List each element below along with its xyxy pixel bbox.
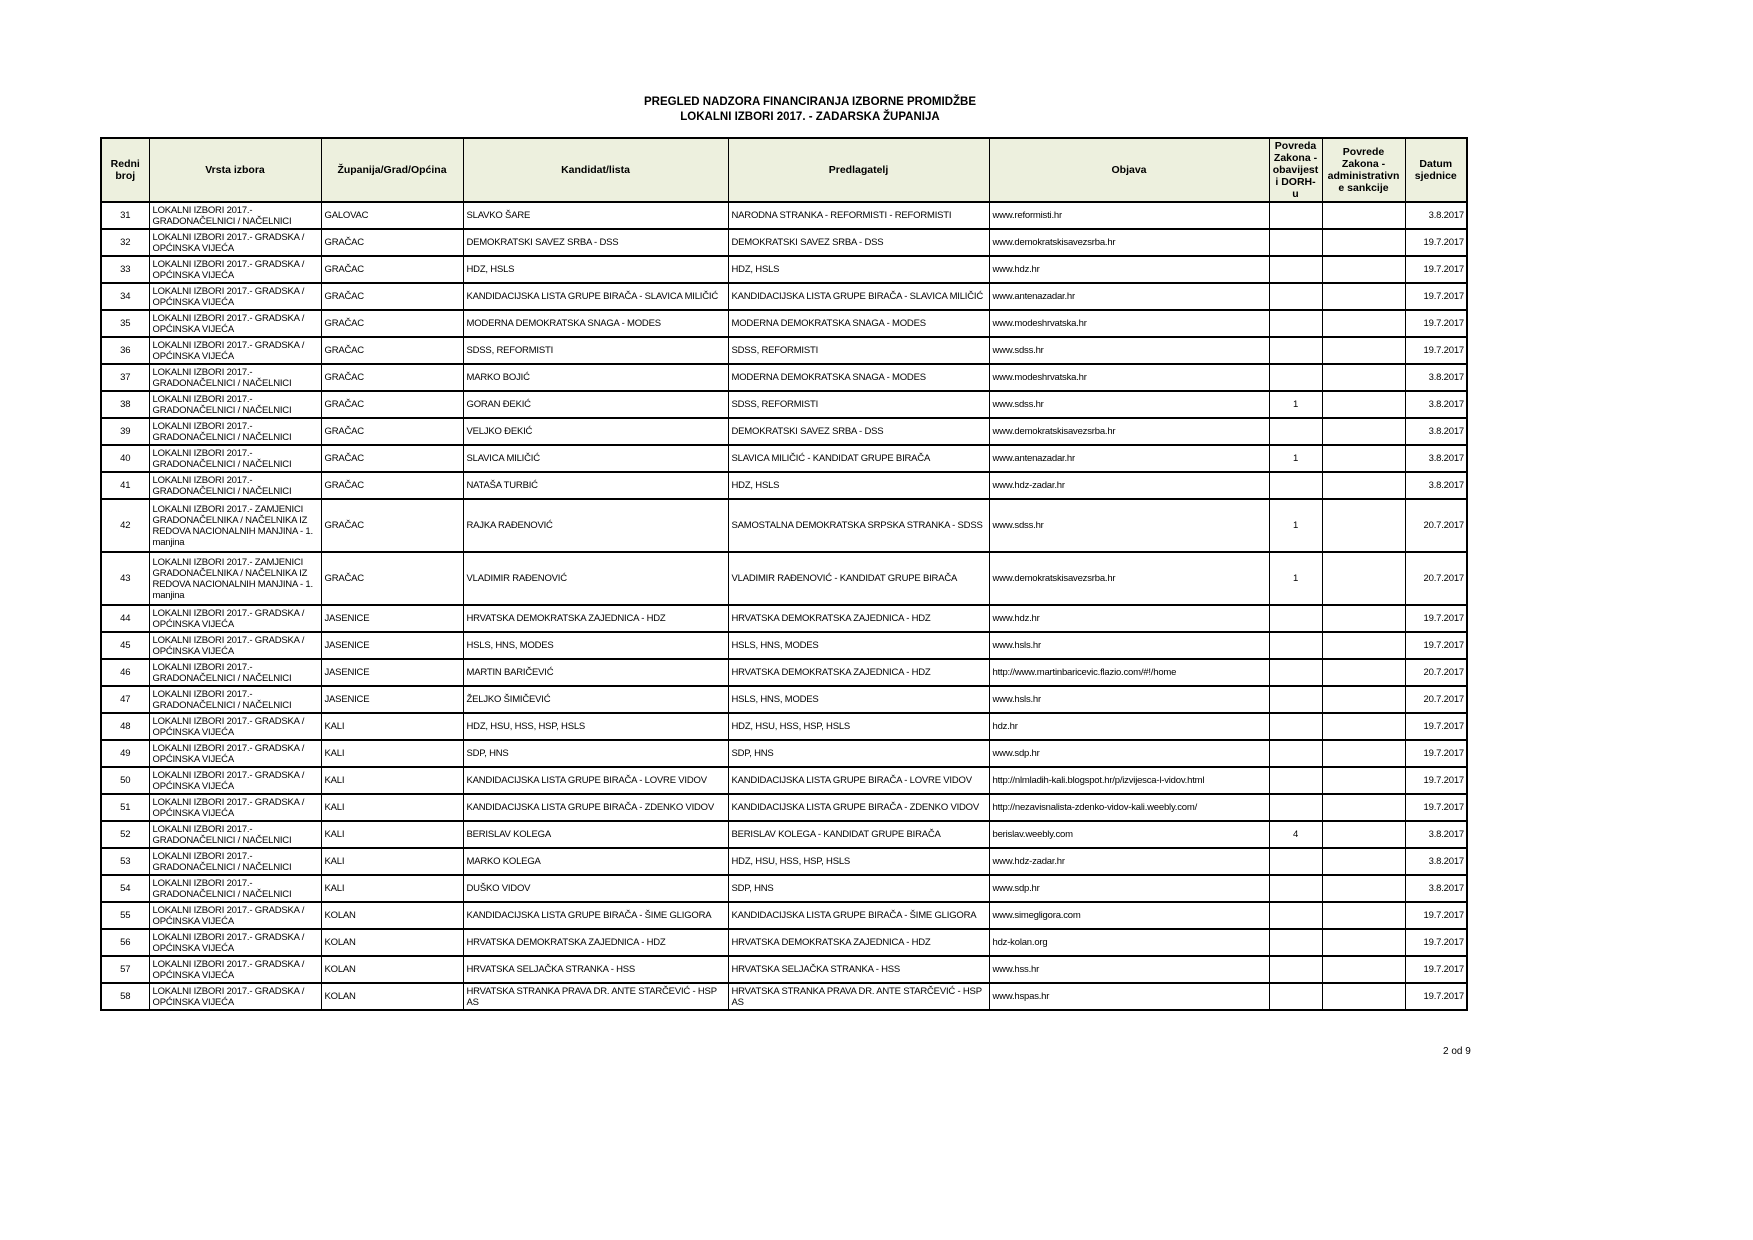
cell-zupanija: GRAČAC (321, 256, 463, 283)
table-row (101, 202, 1467, 229)
cell-objava: www.sdp.hr (989, 740, 1269, 767)
cell-vrsta: LOKALNI IZBORI 2017.- GRADSKA / OPĆINSKA VIJEĆA (149, 902, 321, 929)
table-row (101, 310, 1467, 337)
document-title (0, 95, 1620, 125)
column-header-kandidat: Kandidat/lista (463, 138, 728, 202)
cell-vrsta: LOKALNI IZBORI 2017.- GRADSKA / OPĆINSKA VIJEĆA (149, 310, 321, 337)
table-row (101, 337, 1467, 364)
cell-kandidat: MARTIN BARIČEVIĆ (463, 659, 728, 686)
cell-zupanija: JASENICE (321, 632, 463, 659)
column-header-vrsta: Vrsta izbora (149, 138, 321, 202)
cell-kandidat: ŽELJKO ŠIMIČEVIĆ (463, 686, 728, 713)
table-row (101, 659, 1467, 686)
cell-objava: www.sdss.hr (989, 391, 1269, 418)
table-header-row (101, 138, 1467, 202)
table-row (101, 499, 1467, 552)
cell-dorh: 1 (1269, 499, 1322, 552)
cell-vrsta: LOKALNI IZBORI 2017.- GRADSKA / OPĆINSKA VIJEĆA (149, 605, 321, 632)
cell-zupanija: KALI (321, 794, 463, 821)
cell-dorh (1269, 632, 1322, 659)
cell-objava: www.hdz-zadar.hr (989, 848, 1269, 875)
cell-kandidat: HDZ, HSU, HSS, HSP, HSLS (463, 713, 728, 740)
cell-predlagatelj: BERISLAV KOLEGA - KANDIDAT GRUPE BIRAČA (728, 821, 989, 848)
cell-sankcije (1322, 767, 1405, 794)
cell-vrsta: LOKALNI IZBORI 2017.- GRADSKA / OPĆINSKA VIJEĆA (149, 794, 321, 821)
cell-predlagatelj: DEMOKRATSKI SAVEZ SRBA - DSS (728, 229, 989, 256)
document-title-line2: LOKALNI IZBORI 2017. - ZADARSKA ŽUPANIJA (680, 111, 940, 123)
cell-dorh (1269, 364, 1322, 391)
page-number: 2 od 9 (1443, 1046, 1471, 1057)
cell-redni: 36 (101, 337, 149, 364)
cell-sankcije (1322, 740, 1405, 767)
cell-dorh (1269, 229, 1322, 256)
cell-predlagatelj: SDSS, REFORMISTI (728, 391, 989, 418)
cell-predlagatelj: HRVATSKA DEMOKRATSKA ZAJEDNICA - HDZ (728, 929, 989, 956)
cell-redni: 45 (101, 632, 149, 659)
cell-redni: 40 (101, 445, 149, 472)
cell-sankcije (1322, 956, 1405, 983)
cell-zupanija: GRAČAC (321, 418, 463, 445)
cell-sankcije (1322, 794, 1405, 821)
cell-vrsta: LOKALNI IZBORI 2017.- GRADONAČELNICI / NAČELNICI (149, 821, 321, 848)
cell-datum: 3.8.2017 (1405, 202, 1467, 229)
cell-predlagatelj: SDSS, REFORMISTI (728, 337, 989, 364)
cell-predlagatelj: MODERNA DEMOKRATSKA SNAGA - MODES (728, 364, 989, 391)
cell-vrsta: LOKALNI IZBORI 2017.- GRADSKA / OPĆINSKA VIJEĆA (149, 283, 321, 310)
column-header-zupanija: Županija/Grad/Općina (321, 138, 463, 202)
cell-predlagatelj: SDP, HNS (728, 740, 989, 767)
cell-datum: 19.7.2017 (1405, 983, 1467, 1010)
cell-sankcije (1322, 983, 1405, 1010)
cell-redni: 52 (101, 821, 149, 848)
cell-redni: 50 (101, 767, 149, 794)
column-header-predlagatelj: Predlagatelj (728, 138, 989, 202)
cell-objava: http://nezavisnalista-zdenko-vidov-kali.weebly.com/ (989, 794, 1269, 821)
cell-zupanija: KALI (321, 848, 463, 875)
cell-predlagatelj: HDZ, HSLS (728, 472, 989, 499)
cell-datum: 3.8.2017 (1405, 472, 1467, 499)
cell-redni: 37 (101, 364, 149, 391)
column-header-sankcije: Povrede Zakona - administrativne sankcije (1322, 138, 1405, 202)
cell-dorh: 1 (1269, 552, 1322, 605)
cell-kandidat: DUŠKO VIDOV (463, 875, 728, 902)
cell-datum: 19.7.2017 (1405, 956, 1467, 983)
cell-predlagatelj: KANDIDACIJSKA LISTA GRUPE BIRAČA - LOVRE VIDOV (728, 767, 989, 794)
cell-sankcije (1322, 310, 1405, 337)
cell-zupanija: GRAČAC (321, 391, 463, 418)
cell-vrsta: LOKALNI IZBORI 2017.- GRADSKA / OPĆINSKA VIJEĆA (149, 740, 321, 767)
cell-sankcije (1322, 605, 1405, 632)
cell-vrsta: LOKALNI IZBORI 2017.- GRADSKA / OPĆINSKA VIJEĆA (149, 767, 321, 794)
cell-objava: www.modeshrvatska.hr (989, 310, 1269, 337)
cell-dorh (1269, 956, 1322, 983)
cell-zupanija: GRAČAC (321, 337, 463, 364)
cell-objava: www.antenazadar.hr (989, 283, 1269, 310)
cell-datum: 19.7.2017 (1405, 632, 1467, 659)
cell-datum: 19.7.2017 (1405, 713, 1467, 740)
cell-datum: 20.7.2017 (1405, 659, 1467, 686)
cell-dorh (1269, 740, 1322, 767)
cell-datum: 3.8.2017 (1405, 875, 1467, 902)
cell-objava: www.hsls.hr (989, 686, 1269, 713)
cell-redni: 39 (101, 418, 149, 445)
table-row (101, 418, 1467, 445)
oversight-table (100, 137, 1468, 1011)
table-row (101, 283, 1467, 310)
cell-objava: www.modeshrvatska.hr (989, 364, 1269, 391)
cell-datum: 19.7.2017 (1405, 256, 1467, 283)
cell-dorh (1269, 767, 1322, 794)
cell-objava: www.demokratskisavezsrba.hr (989, 552, 1269, 605)
cell-redni: 43 (101, 552, 149, 605)
cell-predlagatelj: HDZ, HSLS (728, 256, 989, 283)
column-header-objava: Objava (989, 138, 1269, 202)
cell-kandidat: MARKO KOLEGA (463, 848, 728, 875)
cell-zupanija: KOLAN (321, 929, 463, 956)
cell-dorh (1269, 418, 1322, 445)
cell-predlagatelj: KANDIDACIJSKA LISTA GRUPE BIRAČA - ŠIME GLIGORA (728, 902, 989, 929)
cell-zupanija: KALI (321, 767, 463, 794)
table-row (101, 229, 1467, 256)
cell-dorh: 1 (1269, 445, 1322, 472)
table-row (101, 686, 1467, 713)
cell-objava: www.hdz.hr (989, 256, 1269, 283)
cell-vrsta: LOKALNI IZBORI 2017.- GRADONAČELNICI / NAČELNICI (149, 659, 321, 686)
cell-kandidat: HDZ, HSLS (463, 256, 728, 283)
cell-redni: 49 (101, 740, 149, 767)
cell-dorh (1269, 848, 1322, 875)
cell-dorh (1269, 283, 1322, 310)
table-row (101, 391, 1467, 418)
cell-kandidat: SDP, HNS (463, 740, 728, 767)
table-row (101, 794, 1467, 821)
cell-objava: hdz.hr (989, 713, 1269, 740)
cell-redni: 47 (101, 686, 149, 713)
table-row (101, 256, 1467, 283)
cell-kandidat: RAJKA RAĐENOVIĆ (463, 499, 728, 552)
cell-predlagatelj: HRVATSKA SELJAČKA STRANKA - HSS (728, 956, 989, 983)
cell-dorh (1269, 902, 1322, 929)
cell-sankcije (1322, 418, 1405, 445)
cell-datum: 3.8.2017 (1405, 418, 1467, 445)
document-title-line1: PREGLED NADZORA FINANCIRANJA IZBORNE PROMIDŽBE (643, 96, 976, 108)
cell-datum: 3.8.2017 (1405, 848, 1467, 875)
cell-predlagatelj: HSLS, HNS, MODES (728, 686, 989, 713)
cell-redni: 42 (101, 499, 149, 552)
cell-objava: berislav.weebly.com (989, 821, 1269, 848)
cell-dorh (1269, 202, 1322, 229)
cell-sankcije (1322, 499, 1405, 552)
cell-vrsta: LOKALNI IZBORI 2017.- GRADSKA / OPĆINSKA VIJEĆA (149, 229, 321, 256)
table-row (101, 929, 1467, 956)
cell-zupanija: GRAČAC (321, 552, 463, 605)
cell-redni: 35 (101, 310, 149, 337)
cell-dorh (1269, 875, 1322, 902)
cell-datum: 20.7.2017 (1405, 686, 1467, 713)
cell-objava: www.sdss.hr (989, 337, 1269, 364)
cell-vrsta: LOKALNI IZBORI 2017.- GRADSKA / OPĆINSKA VIJEĆA (149, 983, 321, 1010)
cell-kandidat: GORAN ĐEKIĆ (463, 391, 728, 418)
cell-vrsta: LOKALNI IZBORI 2017.- GRADSKA / OPĆINSKA VIJEĆA (149, 337, 321, 364)
cell-datum: 19.7.2017 (1405, 794, 1467, 821)
column-header-datum: Datum sjednice (1405, 138, 1467, 202)
cell-dorh (1269, 794, 1322, 821)
cell-sankcije (1322, 902, 1405, 929)
cell-zupanija: GALOVAC (321, 202, 463, 229)
cell-sankcije (1322, 552, 1405, 605)
cell-objava: http://www.martinbaricevic.flazio.com/#!/home (989, 659, 1269, 686)
cell-sankcije (1322, 337, 1405, 364)
cell-sankcije (1322, 875, 1405, 902)
column-header-dorh: Povreda Zakona - obavijesti DORH-u (1269, 138, 1322, 202)
table-row (101, 713, 1467, 740)
cell-redni: 53 (101, 848, 149, 875)
table-header (101, 138, 1467, 202)
cell-objava: www.hspas.hr (989, 983, 1269, 1010)
table-row (101, 983, 1467, 1010)
cell-redni: 38 (101, 391, 149, 418)
cell-dorh: 1 (1269, 391, 1322, 418)
cell-kandidat: MARKO BOJIĆ (463, 364, 728, 391)
cell-kandidat: NATAŠA TURBIĆ (463, 472, 728, 499)
column-header-redni: Redni broj (101, 138, 149, 202)
cell-sankcije (1322, 472, 1405, 499)
cell-datum: 20.7.2017 (1405, 499, 1467, 552)
cell-kandidat: KANDIDACIJSKA LISTA GRUPE BIRAČA - ŠIME GLIGORA (463, 902, 728, 929)
cell-kandidat: BERISLAV KOLEGA (463, 821, 728, 848)
cell-redni: 58 (101, 983, 149, 1010)
cell-predlagatelj: HRVATSKA DEMOKRATSKA ZAJEDNICA - HDZ (728, 605, 989, 632)
cell-vrsta: LOKALNI IZBORI 2017.- GRADONAČELNICI / NAČELNICI (149, 686, 321, 713)
table-row (101, 875, 1467, 902)
cell-redni: 46 (101, 659, 149, 686)
table-row (101, 552, 1467, 605)
cell-vrsta: LOKALNI IZBORI 2017.- GRADSKA / OPĆINSKA VIJEĆA (149, 632, 321, 659)
cell-sankcije (1322, 202, 1405, 229)
cell-objava: www.demokratskisavezsrba.hr (989, 418, 1269, 445)
cell-predlagatelj: VLADIMIR RAĐENOVIĆ - KANDIDAT GRUPE BIRAČA (728, 552, 989, 605)
cell-zupanija: GRAČAC (321, 229, 463, 256)
cell-objava: www.simegligora.com (989, 902, 1269, 929)
table-row (101, 902, 1467, 929)
cell-datum: 20.7.2017 (1405, 552, 1467, 605)
cell-redni: 48 (101, 713, 149, 740)
table-row (101, 956, 1467, 983)
cell-sankcije (1322, 632, 1405, 659)
cell-sankcije (1322, 713, 1405, 740)
table-row (101, 632, 1467, 659)
table-row (101, 740, 1467, 767)
cell-objava: www.hss.hr (989, 956, 1269, 983)
cell-sankcije (1322, 445, 1405, 472)
cell-predlagatelj: HSLS, HNS, MODES (728, 632, 989, 659)
cell-datum: 19.7.2017 (1405, 929, 1467, 956)
cell-objava: www.reformisti.hr (989, 202, 1269, 229)
cell-datum: 19.7.2017 (1405, 740, 1467, 767)
cell-zupanija: KALI (321, 740, 463, 767)
table-row (101, 848, 1467, 875)
cell-zupanija: KOLAN (321, 902, 463, 929)
cell-kandidat: KANDIDACIJSKA LISTA GRUPE BIRAČA - LOVRE VIDOV (463, 767, 728, 794)
cell-sankcije (1322, 391, 1405, 418)
cell-vrsta: LOKALNI IZBORI 2017.- ZAMJENICI GRADONAČELNIKA / NAČELNIKA IZ REDOVA NACIONALNIH MANJINA - 1. manjina (149, 552, 321, 605)
cell-zupanija: KALI (321, 875, 463, 902)
cell-kandidat: MODERNA DEMOKRATSKA SNAGA - MODES (463, 310, 728, 337)
cell-vrsta: LOKALNI IZBORI 2017.- GRADONAČELNICI / NAČELNICI (149, 472, 321, 499)
cell-vrsta: LOKALNI IZBORI 2017.- GRADONAČELNICI / NAČELNICI (149, 202, 321, 229)
table-row (101, 445, 1467, 472)
cell-dorh (1269, 713, 1322, 740)
cell-redni: 55 (101, 902, 149, 929)
cell-kandidat: KANDIDACIJSKA LISTA GRUPE BIRAČA - ZDENKO VIDOV (463, 794, 728, 821)
cell-objava: www.antenazadar.hr (989, 445, 1269, 472)
cell-objava: www.hdz-zadar.hr (989, 472, 1269, 499)
cell-zupanija: GRAČAC (321, 445, 463, 472)
cell-predlagatelj: HRVATSKA DEMOKRATSKA ZAJEDNICA - HDZ (728, 659, 989, 686)
cell-datum: 3.8.2017 (1405, 391, 1467, 418)
cell-zupanija: GRAČAC (321, 283, 463, 310)
cell-vrsta: LOKALNI IZBORI 2017.- GRADSKA / OPĆINSKA VIJEĆA (149, 713, 321, 740)
cell-dorh (1269, 659, 1322, 686)
cell-predlagatelj: HRVATSKA STRANKA PRAVA DR. ANTE STARČEVIĆ - HSP AS (728, 983, 989, 1010)
cell-objava: www.demokratskisavezsrba.hr (989, 229, 1269, 256)
cell-redni: 54 (101, 875, 149, 902)
cell-redni: 56 (101, 929, 149, 956)
cell-dorh (1269, 310, 1322, 337)
cell-kandidat: HSLS, HNS, MODES (463, 632, 728, 659)
cell-predlagatelj: DEMOKRATSKI SAVEZ SRBA - DSS (728, 418, 989, 445)
cell-vrsta: LOKALNI IZBORI 2017.- GRADONAČELNICI / NAČELNICI (149, 875, 321, 902)
cell-predlagatelj: HDZ, HSU, HSS, HSP, HSLS (728, 848, 989, 875)
cell-kandidat: SDSS, REFORMISTI (463, 337, 728, 364)
cell-kandidat: KANDIDACIJSKA LISTA GRUPE BIRAČA - SLAVICA MILIČIĆ (463, 283, 728, 310)
cell-redni: 32 (101, 229, 149, 256)
table-row (101, 472, 1467, 499)
cell-zupanija: KOLAN (321, 983, 463, 1010)
cell-redni: 57 (101, 956, 149, 983)
cell-datum: 19.7.2017 (1405, 902, 1467, 929)
cell-redni: 33 (101, 256, 149, 283)
cell-zupanija: GRAČAC (321, 472, 463, 499)
table-row (101, 364, 1467, 391)
cell-dorh (1269, 605, 1322, 632)
cell-vrsta: LOKALNI IZBORI 2017.- GRADONAČELNICI / NAČELNICI (149, 391, 321, 418)
cell-datum: 19.7.2017 (1405, 283, 1467, 310)
cell-dorh (1269, 983, 1322, 1010)
cell-predlagatelj: MODERNA DEMOKRATSKA SNAGA - MODES (728, 310, 989, 337)
cell-kandidat: SLAVKO ŠARE (463, 202, 728, 229)
cell-sankcije (1322, 256, 1405, 283)
cell-sankcije (1322, 686, 1405, 713)
cell-dorh (1269, 929, 1322, 956)
cell-predlagatelj: NARODNA STRANKA - REFORMISTI - REFORMISTI (728, 202, 989, 229)
cell-sankcije (1322, 929, 1405, 956)
cell-datum: 19.7.2017 (1405, 767, 1467, 794)
cell-vrsta: LOKALNI IZBORI 2017.- GRADONAČELNICI / NAČELNICI (149, 848, 321, 875)
cell-zupanija: KALI (321, 713, 463, 740)
cell-sankcije (1322, 229, 1405, 256)
cell-datum: 19.7.2017 (1405, 229, 1467, 256)
cell-predlagatelj: SAMOSTALNA DEMOKRATSKA SRPSKA STRANKA - SDSS (728, 499, 989, 552)
cell-vrsta: LOKALNI IZBORI 2017.- GRADONAČELNICI / NAČELNICI (149, 364, 321, 391)
cell-datum: 3.8.2017 (1405, 821, 1467, 848)
cell-objava: www.sdss.hr (989, 499, 1269, 552)
cell-sankcije (1322, 821, 1405, 848)
cell-zupanija: GRAČAC (321, 310, 463, 337)
cell-dorh (1269, 472, 1322, 499)
cell-zupanija: GRAČAC (321, 364, 463, 391)
cell-dorh (1269, 256, 1322, 283)
cell-redni: 31 (101, 202, 149, 229)
cell-zupanija: GRAČAC (321, 499, 463, 552)
cell-kandidat: DEMOKRATSKI SAVEZ SRBA - DSS (463, 229, 728, 256)
cell-sankcije (1322, 364, 1405, 391)
cell-zupanija: JASENICE (321, 686, 463, 713)
cell-vrsta: LOKALNI IZBORI 2017.- GRADSKA / OPĆINSKA VIJEĆA (149, 929, 321, 956)
cell-datum: 3.8.2017 (1405, 445, 1467, 472)
table-row (101, 605, 1467, 632)
cell-zupanija: JASENICE (321, 605, 463, 632)
cell-vrsta: LOKALNI IZBORI 2017.- GRADSKA / OPĆINSKA VIJEĆA (149, 956, 321, 983)
table-body (101, 202, 1467, 1010)
cell-sankcije (1322, 659, 1405, 686)
cell-kandidat: VLADIMIR RAĐENOVIĆ (463, 552, 728, 605)
cell-objava: www.hsls.hr (989, 632, 1269, 659)
cell-kandidat: HRVATSKA DEMOKRATSKA ZAJEDNICA - HDZ (463, 605, 728, 632)
cell-predlagatelj: KANDIDACIJSKA LISTA GRUPE BIRAČA - ZDENKO VIDOV (728, 794, 989, 821)
cell-datum: 19.7.2017 (1405, 605, 1467, 632)
cell-kandidat: VELJKO ĐEKIĆ (463, 418, 728, 445)
cell-sankcije (1322, 848, 1405, 875)
cell-sankcije (1322, 283, 1405, 310)
cell-vrsta: LOKALNI IZBORI 2017.- GRADONAČELNICI / NAČELNICI (149, 445, 321, 472)
cell-predlagatelj: HDZ, HSU, HSS, HSP, HSLS (728, 713, 989, 740)
cell-predlagatelj: SLAVICA MILIČIĆ - KANDIDAT GRUPE BIRAČA (728, 445, 989, 472)
cell-zupanija: KOLAN (321, 956, 463, 983)
cell-redni: 51 (101, 794, 149, 821)
cell-objava: www.sdp.hr (989, 875, 1269, 902)
cell-zupanija: JASENICE (321, 659, 463, 686)
cell-dorh (1269, 686, 1322, 713)
cell-vrsta: LOKALNI IZBORI 2017.- ZAMJENICI GRADONAČELNIKA / NAČELNIKA IZ REDOVA NACIONALNIH MANJINA - 1. manjina (149, 499, 321, 552)
cell-predlagatelj: SDP, HNS (728, 875, 989, 902)
cell-objava: www.hdz.hr (989, 605, 1269, 632)
cell-redni: 41 (101, 472, 149, 499)
cell-predlagatelj: KANDIDACIJSKA LISTA GRUPE BIRAČA - SLAVICA MILIČIĆ (728, 283, 989, 310)
cell-kandidat: SLAVICA MILIČIĆ (463, 445, 728, 472)
cell-zupanija: KALI (321, 821, 463, 848)
cell-kandidat: HRVATSKA SELJAČKA STRANKA - HSS (463, 956, 728, 983)
cell-kandidat: HRVATSKA DEMOKRATSKA ZAJEDNICA - HDZ (463, 929, 728, 956)
cell-objava: http://nlmladih-kali.blogspot.hr/p/izvijesca-l-vidov.html (989, 767, 1269, 794)
cell-redni: 44 (101, 605, 149, 632)
cell-datum: 19.7.2017 (1405, 337, 1467, 364)
cell-redni: 34 (101, 283, 149, 310)
cell-datum: 3.8.2017 (1405, 364, 1467, 391)
cell-dorh (1269, 337, 1322, 364)
cell-datum: 19.7.2017 (1405, 310, 1467, 337)
cell-kandidat: HRVATSKA STRANKA PRAVA DR. ANTE STARČEVIĆ - HSP AS (463, 983, 728, 1010)
cell-vrsta: LOKALNI IZBORI 2017.- GRADONAČELNICI / NAČELNICI (149, 418, 321, 445)
cell-objava: hdz-kolan.org (989, 929, 1269, 956)
cell-dorh: 4 (1269, 821, 1322, 848)
table-row (101, 767, 1467, 794)
cell-vrsta: LOKALNI IZBORI 2017.- GRADSKA / OPĆINSKA VIJEĆA (149, 256, 321, 283)
table-row (101, 821, 1467, 848)
